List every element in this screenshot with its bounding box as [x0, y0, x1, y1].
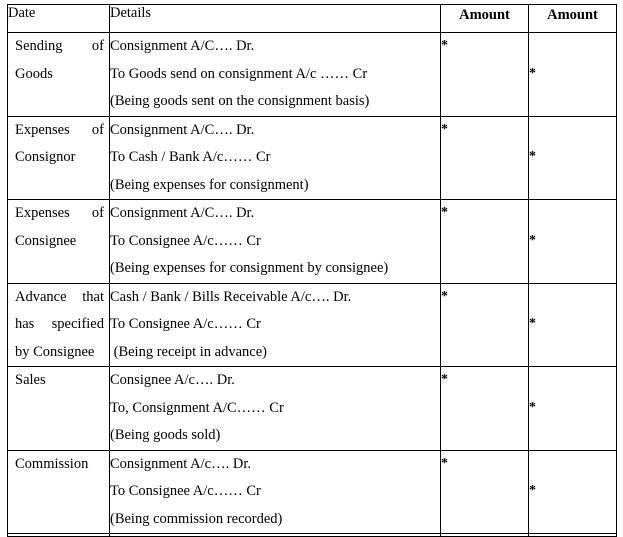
credit-entry: To Consignee A/c…… Cr [110, 232, 261, 249]
debit-amount-mark: * [441, 372, 448, 387]
debit-entry: Cash / Bank / Bills Receivable A/c…. Dr. [110, 288, 352, 305]
debit-amount-cell [441, 33, 529, 117]
details-cell [110, 33, 441, 117]
date-text: by Consignee [15, 343, 95, 360]
table-row [8, 450, 617, 534]
table-row [8, 367, 617, 451]
table-row [8, 200, 617, 284]
credit-amount-mark: * [529, 65, 536, 81]
date-text: Consignee [15, 232, 77, 249]
date-text: Sending of [15, 38, 104, 54]
table-row [8, 33, 617, 117]
credit-entry: To Consignee A/c…… Cr [110, 483, 261, 499]
debit-amount-mark: * [441, 205, 448, 220]
narration: (Being receipt in advance) [110, 343, 268, 360]
header-date: Date [8, 5, 110, 33]
credit-entry: To Goods send on consignment A/c …… Cr [110, 65, 368, 82]
date-text: Expenses of [15, 121, 104, 138]
credit-entry: To, Consignment A/C…… Cr [110, 399, 284, 416]
date-cell [8, 33, 110, 117]
header-amount-credit: Amount [529, 5, 617, 33]
narration: (Being expenses for consignment) [110, 176, 309, 193]
journal-entries-table [7, 4, 617, 537]
debit-amount-cell [441, 283, 529, 367]
date-cell [8, 200, 110, 284]
date-text: Expenses of [15, 205, 104, 221]
table-row [8, 283, 617, 367]
details-cell [110, 367, 441, 451]
debit-amount-cell [441, 450, 529, 534]
debit-amount-mark: * [441, 121, 448, 137]
debit-entry: Consignment A/C…. Dr. [110, 121, 255, 138]
narration: (Being expenses for consignment by consignee) [110, 260, 389, 276]
date-text: has specified [15, 316, 104, 332]
narration: (Being goods sent on the consignment basis) [110, 93, 370, 109]
debit-entry: Consignment A/C…. Dr. [110, 38, 255, 54]
table-header-row [8, 5, 617, 33]
date-cell [8, 283, 110, 367]
credit-amount-mark: * [529, 232, 536, 248]
header-amount-debit: Amount [441, 5, 529, 33]
credit-amount-cell [529, 283, 617, 367]
credit-amount-mark: * [529, 316, 536, 331]
date-text: Consignor [15, 149, 76, 165]
date-cell [8, 116, 110, 200]
credit-amount-cell [529, 116, 617, 200]
debit-entry: Consignee A/c…. Dr. [110, 372, 235, 388]
credit-amount-mark: * [529, 483, 536, 498]
table-trailing-row [8, 534, 617, 537]
date-text: Goods [15, 65, 53, 82]
credit-amount-cell [529, 200, 617, 284]
date-text: Advance that [15, 288, 104, 305]
details-cell [110, 283, 441, 367]
debit-entry: Consignment A/c…. Dr. [110, 455, 251, 472]
narration: (Being commission recorded) [110, 510, 283, 527]
header-details: Details [110, 5, 441, 33]
credit-entry: To Consignee A/c…… Cr [110, 316, 261, 332]
narration: (Being goods sold) [110, 427, 221, 443]
date-cell [8, 367, 110, 451]
details-cell [110, 450, 441, 534]
debit-amount-mark: * [441, 455, 448, 471]
debit-entry: Consignment A/C…. Dr. [110, 205, 255, 221]
debit-amount-mark: * [441, 38, 448, 53]
details-cell [110, 200, 441, 284]
debit-amount-cell [441, 116, 529, 200]
debit-amount-mark: * [441, 288, 448, 304]
credit-amount-cell [529, 450, 617, 534]
credit-amount-cell [529, 367, 617, 451]
date-text: Sales [15, 372, 46, 388]
credit-amount-mark: * [529, 399, 536, 415]
table-row [8, 116, 617, 200]
details-cell [110, 116, 441, 200]
credit-amount-mark: * [529, 149, 536, 164]
credit-entry: To Cash / Bank A/c…… Cr [110, 149, 271, 165]
credit-amount-cell [529, 33, 617, 117]
date-cell [8, 450, 110, 534]
debit-amount-cell [441, 367, 529, 451]
date-text: Commission [15, 455, 89, 472]
debit-amount-cell [441, 200, 529, 284]
